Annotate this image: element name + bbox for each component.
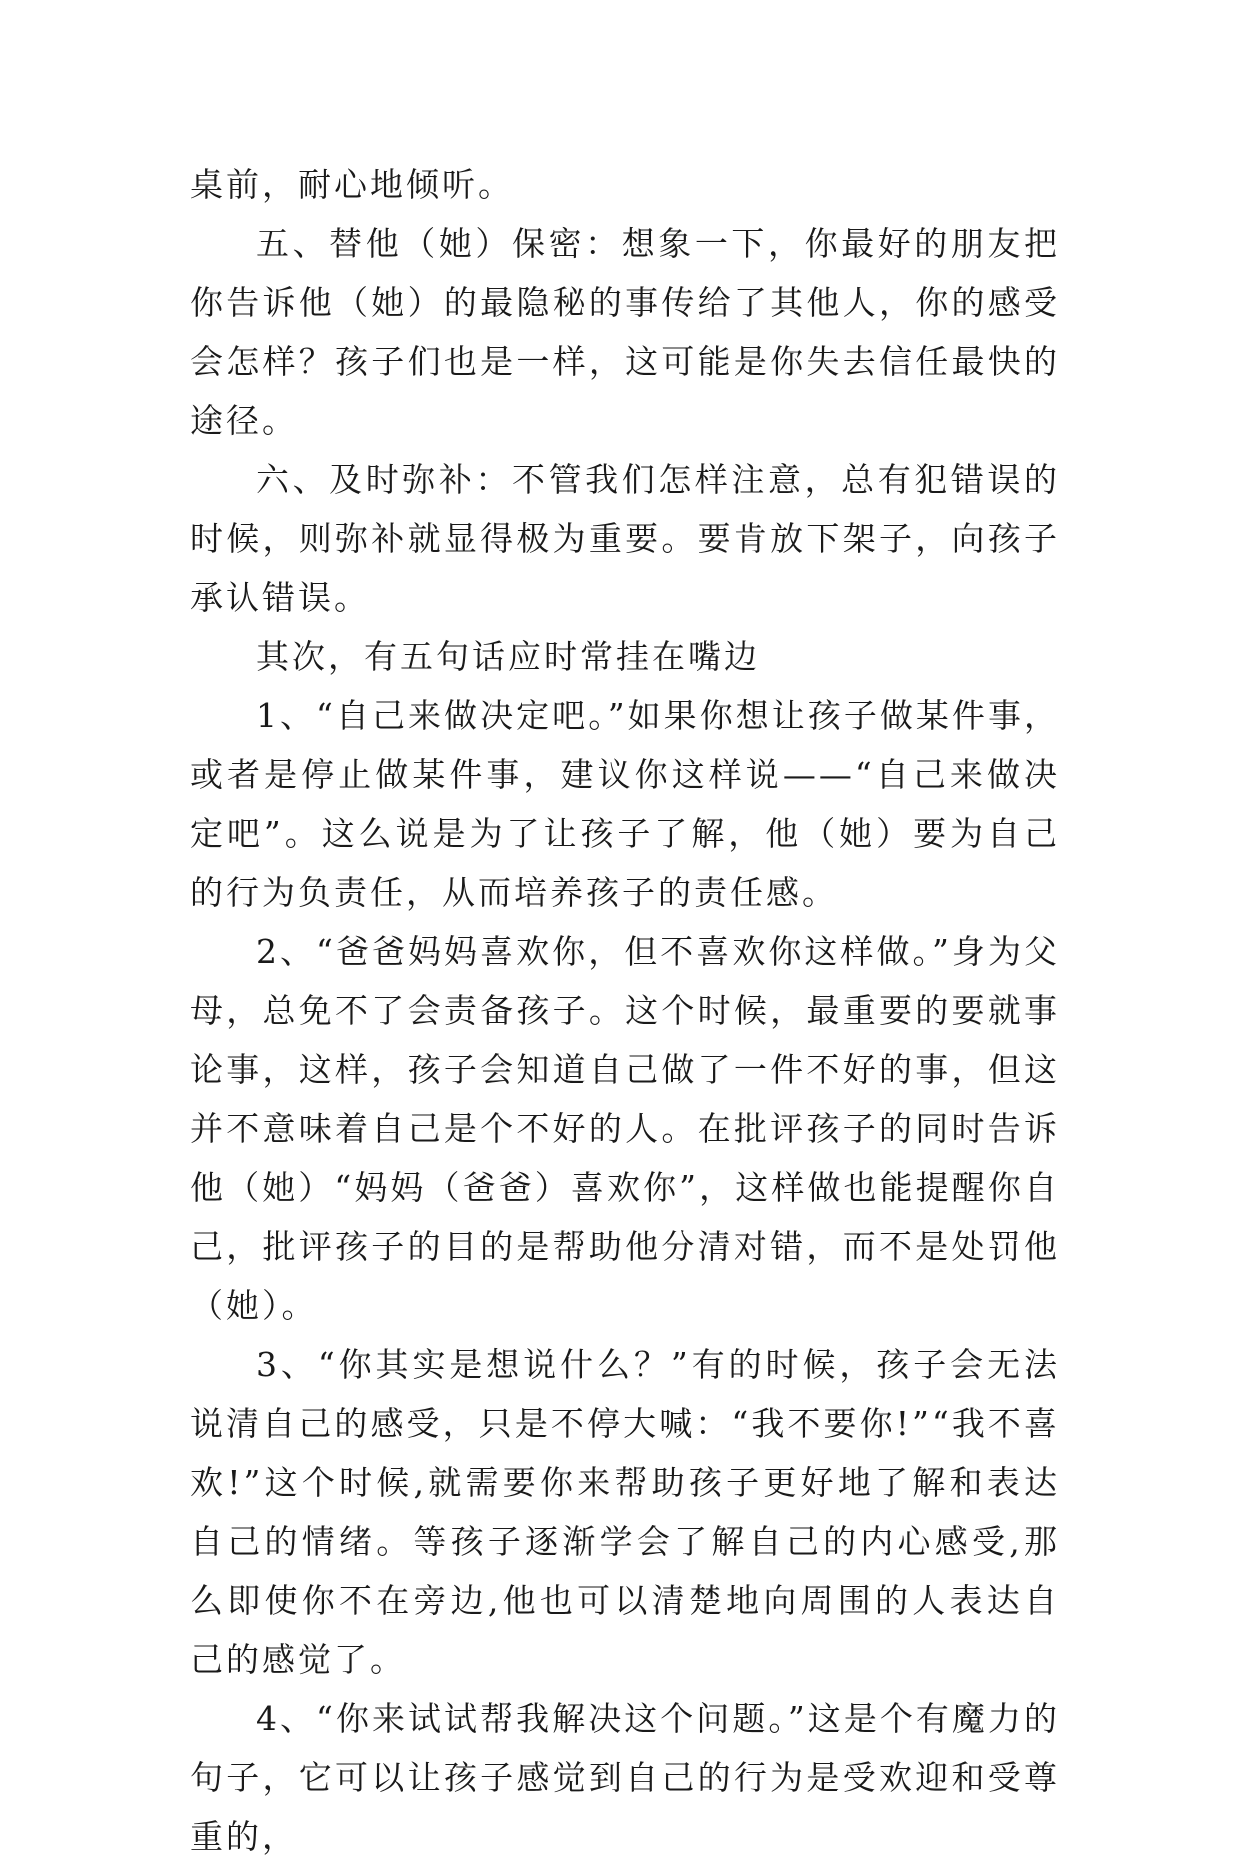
paragraph-8: 4、“你来试试帮我解决这个问题。”这是个有魔力的句子，它可以让孩子感觉到自己的行为是受欢迎和受尊重的， — [190, 1699, 1060, 1856]
paragraph-1: 桌前，耐心地倾听。 — [190, 165, 514, 204]
paragraph-2: 五、替他（她）保密：想象一下，你最好的朋友把你告诉他（她）的最隐秘的事传给了其他人，你的感受会怎样？孩子们也是一样，这可能是你失去信任最快的途径。 — [190, 224, 1060, 440]
paragraph-6: 2、“爸爸妈妈喜欢你，但不喜欢你这样做。”身为父母，总免不了会责备孩子。这个时候，最重要的要就事论事，这样，孩子会知道自己做了一件不好的事，但这并不意味着自己是个不好的人。在批评孩子的同时告诉他（她）“妈妈（爸爸）喜欢你”，这样做也能提醒你自己，批评孩子的目的是帮助他分清对错，而不是处罚他（她）。 — [190, 932, 1060, 1325]
paragraph-7: 3、“你其实是想说什么？”有的时候，孩子会无法说清自己的感受，只是不停大喊：“我不要你!”“我不喜欢!”这个时候,就需要你来帮助孩子更好地了解和表达自己的情绪。等孩子逐渐学会了解自己的内心感受,那么即使你不在旁边,他也可以清楚地向周围的人表达自己的感觉了。 — [190, 1345, 1060, 1679]
paragraph-4: 其次，有五句话应时常挂在嘴边 — [256, 637, 760, 676]
paragraph-5: 1、“自己来做决定吧。”如果你想让孩子做某件事，或者是停止做某件事，建议你这样说——“自己来做决定吧”。这么说是为了让孩子了解，他（她）要为自己的行为负责任，从而培养孩子的责任感。 — [190, 696, 1060, 912]
paragraph-3: 六、及时弥补：不管我们怎样注意，总有犯错误的时候，则弥补就显得极为重要。要肯放下架子，向孩子承认错误。 — [190, 460, 1060, 617]
document-body — [190, 155, 1060, 1866]
